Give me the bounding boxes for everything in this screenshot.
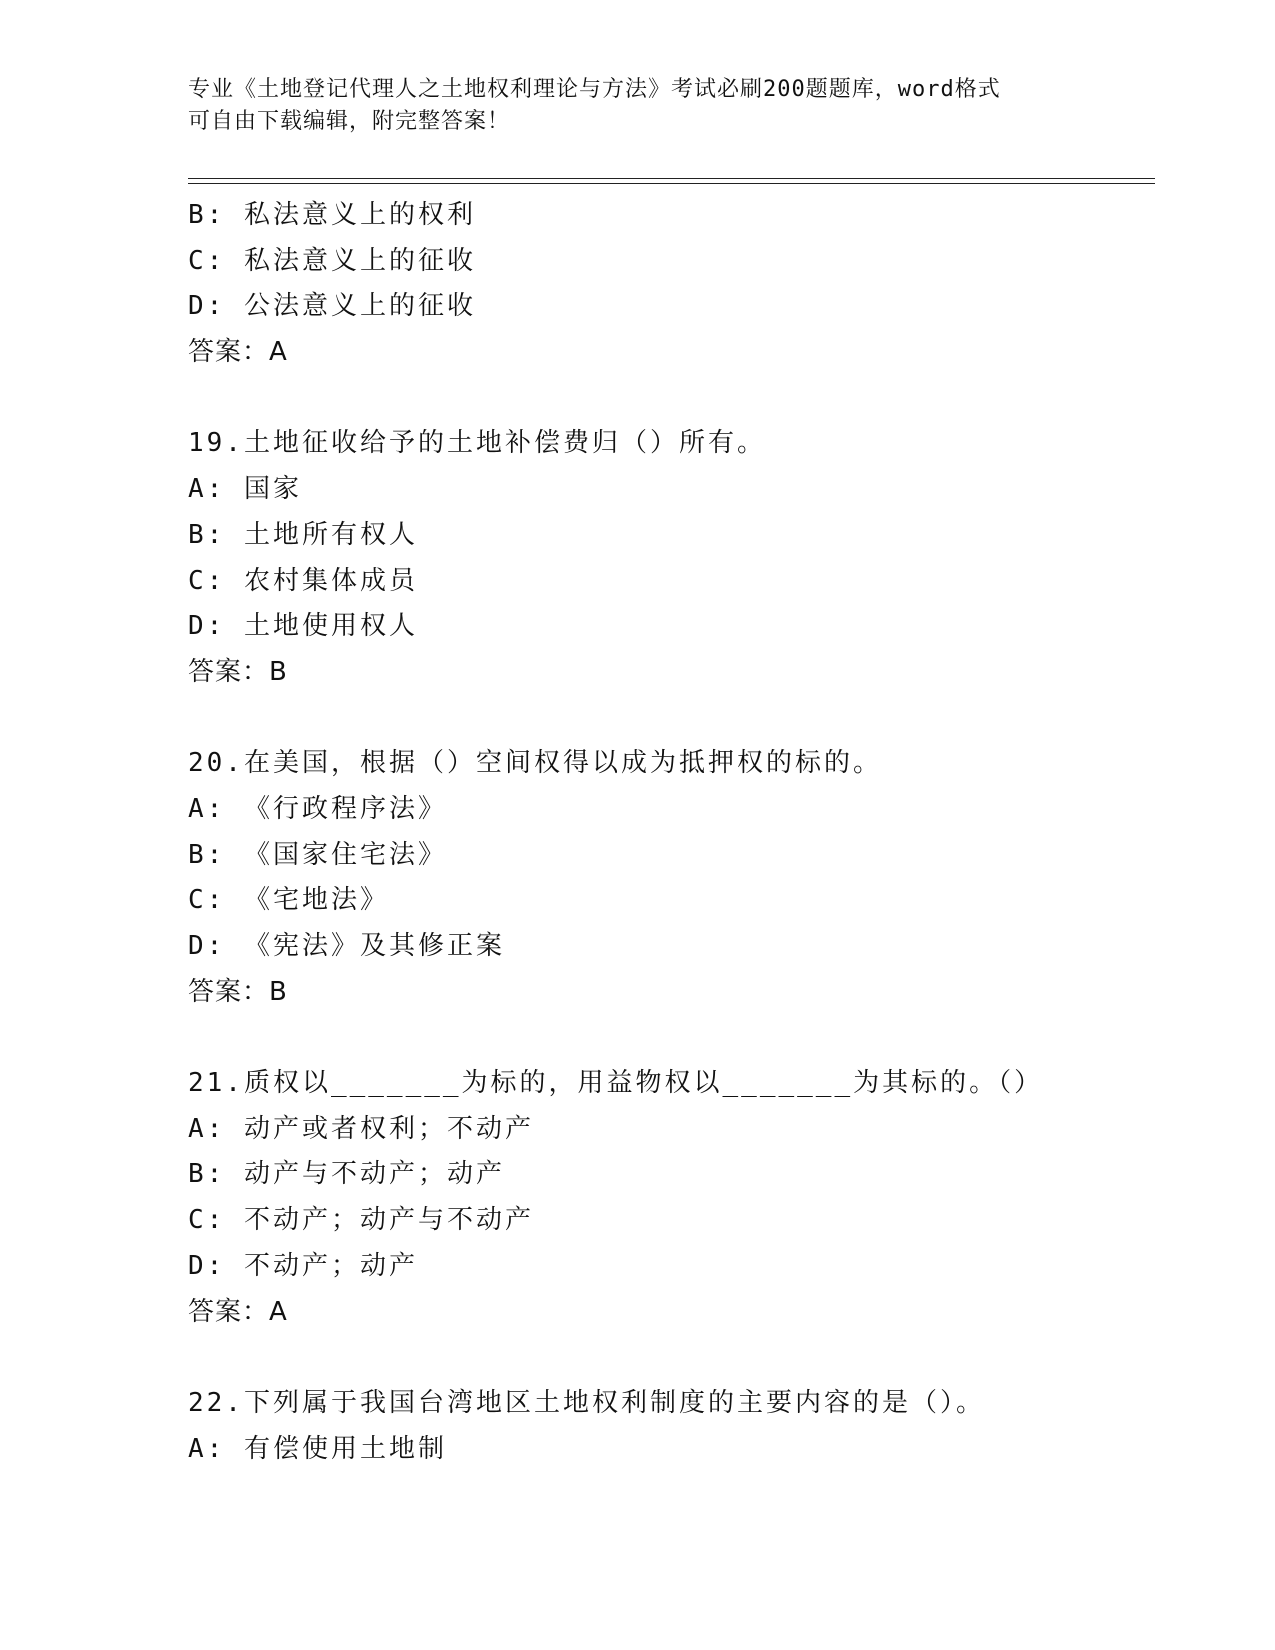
question-block-18 [188, 193, 1148, 376]
question-block-19 [188, 421, 1148, 695]
option-c: C: 《宅地法》 [188, 885, 389, 916]
answer-line: 答案：A [188, 337, 288, 368]
question-stem: 21.质权以_______为标的，用益物权以_______为其标的。（） [188, 1068, 1044, 1099]
option-b: B: 《国家住宅法》 [188, 839, 447, 870]
option-c: C: 农村集体成员 [188, 565, 418, 596]
question-block-22 [188, 1381, 1148, 1472]
header-line-1: 专业《土地登记代理人之土地权利理论与方法》考试必刷200题题库，word格式 [188, 77, 1001, 102]
question-block-20 [188, 741, 1148, 1015]
option-c: C: 私法意义上的征收 [188, 245, 476, 276]
option-a: A: 国家 [188, 474, 302, 505]
question-stem: 19.土地征收给予的土地补偿费归（）所有。 [188, 428, 766, 459]
question-list [188, 193, 1148, 1472]
answer-line: 答案：B [188, 656, 288, 687]
option-d: D: 《宪法》及其修正案 [188, 931, 505, 961]
option-d: D: 不动产；动产 [188, 1250, 418, 1281]
header-divider-bottom [188, 183, 1155, 184]
option-b: B: 私法意义上的权利 [188, 200, 476, 230]
header-line-2: 可自由下载编辑，附完整答案！ [188, 109, 511, 134]
option-d: D: 公法意义上的征收 [188, 291, 476, 322]
question-stem: 20.在美国，根据（）空间权得以成为抵押权的标的。 [188, 748, 882, 779]
header-divider-top [188, 178, 1155, 179]
option-b: B: 动产与不动产；动产 [188, 1159, 505, 1190]
question-stem: 22.下列属于我国台湾地区土地权利制度的主要内容的是（）。 [188, 1387, 985, 1418]
answer-line: 答案：A [188, 1296, 288, 1327]
option-a: A: 动产或者权利；不动产 [188, 1113, 534, 1144]
option-c: C: 不动产；动产与不动产 [188, 1205, 534, 1236]
document-header [188, 74, 1088, 138]
option-d: D: 土地使用权人 [188, 611, 418, 642]
option-b: B: 土地所有权人 [188, 519, 418, 550]
option-a: A: 有偿使用土地制 [188, 1433, 447, 1464]
answer-line: 答案：B [188, 976, 288, 1007]
question-block-21 [188, 1061, 1148, 1335]
option-a: A: 《行政程序法》 [188, 793, 447, 824]
